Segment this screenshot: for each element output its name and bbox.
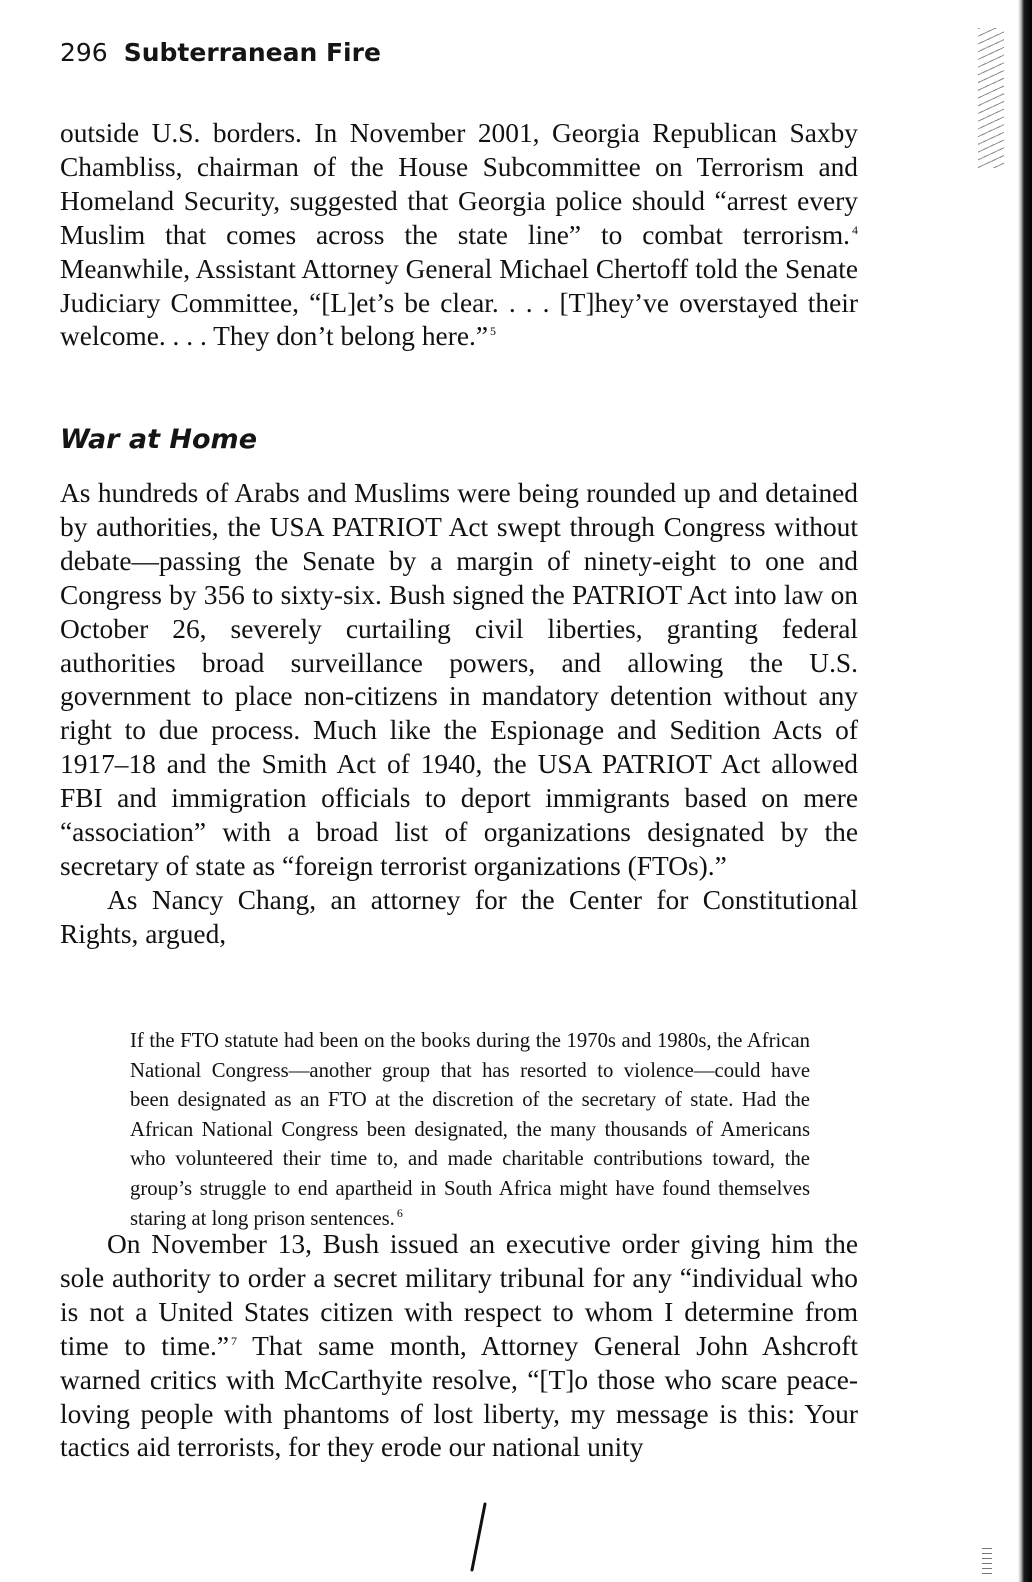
body-section-end [60,1228,858,1465]
paragraph-tribunal [60,1228,858,1465]
scan-noise [982,1544,992,1574]
pen-slash-mark [458,1498,498,1578]
paragraph-text-part: outside U.S. borders. In November 2001, Georgia Republican Saxby Chambliss, chairman of the House Subcommittee on Terrorism and Homeland Security, suggested that Georgia police should “arrest every Muslim that comes across the state line” to combat terrorism. [60,118,858,250]
section-heading: War at Home [60,424,258,455]
paragraph-continuation [60,117,858,354]
block-quote [130,1027,810,1234]
page-number: 296 [60,38,108,67]
paragraph-text-part: Meanwhile, Assistant Attorney General Michael Chertoff told the Senate Judiciary Committee, “[L]et’s be clear. . . . [T]hey’ve overstayed their welcome. . . . They don’t belong here.” [60,253,858,352]
running-title: Subterranean Fire [123,38,381,67]
block-quote-text: If the FTO statute had been on the books during the 1970s and 1980s, the African National Congress—another group that has resorted to violence—could have been designated as an FTO at the discretion of the secretary of state. Had the African National Congress been designated, the many thousands of Americans who volunteered their time to, and made charitable contributions toward, the group’s struggle to end apartheid in South Africa might have found themselves staring at long prison sentences. [130,1030,810,1230]
body-section [60,477,858,952]
paragraph-text-part: On November 13, Bush issued an executive order giving him the sole authority to order a secret military tribunal for any “individual who is not a United States citizen with respect to whom I determine from time to time.” [60,1229,858,1361]
footnote-ref: 5 [489,324,496,339]
scan-speckle [978,28,1004,168]
footnote-ref: 4 [852,222,858,237]
paragraph-text-part: That same month, Attorney General John Ashcroft warned critics with McCarthyite resolve, “[T]o those who scare peace-loving people with phantoms of lost liberty, my message is this: Your tactics aid terrorists, for they erode our national unity [60,1330,858,1463]
paragraph-text [60,117,858,354]
paragraph-nancy-chang: As Nancy Chang, an attorney for the Center for Constitutional Rights, argued, [60,884,858,949]
scan-edge-shadow [1002,0,1032,1582]
paragraph-patriot-act: As hundreds of Arabs and Muslims were being rounded up and detained by authorities, the USA PATRIOT Act swept through Congress without debate—passing the Senate by a margin of ninety-eight to one and Congress by 356 to sixty-six. Bush signed the PATRIOT Act into law on October 26, severely curtailing civil liberties, granting federal authorities broad surveillance powers, and allowing the U.S. government to place non-citizens in mandatory detention without any right to due process. Much like the Espionage and Sedition Acts of 1917–18 and the Smith Act of 1940, the USA PATRIOT Act allowed FBI and immigration officials to deport immigrants based on mere “association” with a broad list of organizations designated by the secretary of state as “foreign terrorist organizations (FTOs).” [60,478,858,881]
footnote-ref: 7 [230,1333,237,1348]
running-header [60,38,381,67]
footnote-ref: 6 [396,1205,403,1220]
